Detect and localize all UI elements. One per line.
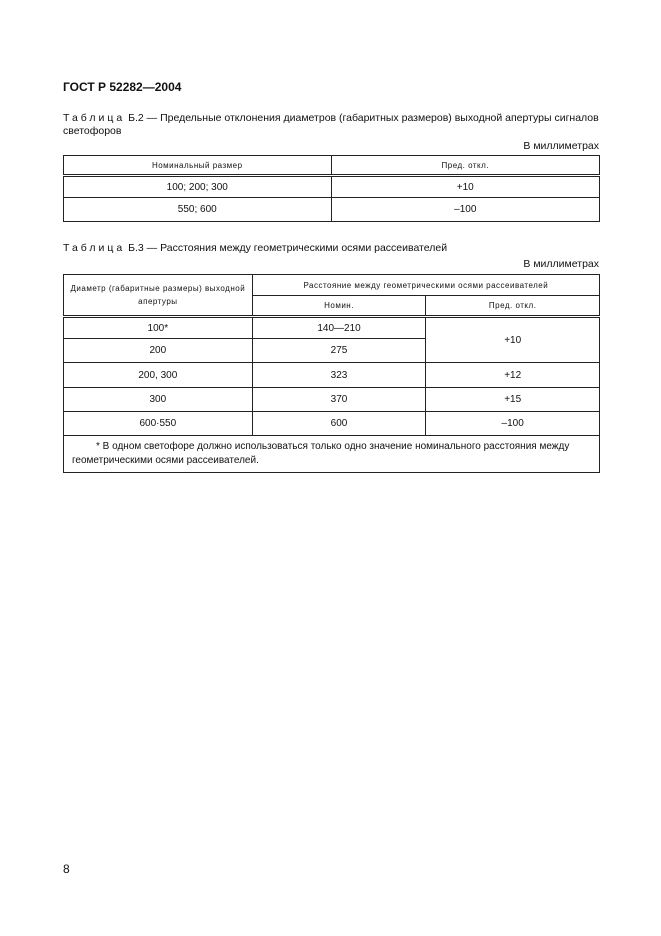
table-b2-units: В миллиметрах [523,140,599,152]
table-cell: +10 [331,176,599,198]
table-b3-header-group: Расстояние между геометрическими осями рассеивателей [252,275,599,296]
table-b2-header-nominal: Номинальный размер [64,156,332,176]
table-cell: 200 [64,339,253,363]
page-number: 8 [63,862,70,876]
table-b3-units: В миллиметрах [523,258,599,270]
table-b3-note-row [64,436,600,473]
table-b3-header-diameter: Диаметр (габаритные размеры) выходной апертуры [64,275,253,317]
table-b2-caption-prefix: Таблица [63,112,126,124]
table-cell-merged-deviation: +10 [426,317,600,363]
table-cell: +12 [426,363,600,388]
table-row [64,317,600,339]
table-cell: 600 [252,412,426,436]
table-cell: 275 [252,339,426,363]
table-row [64,198,600,222]
table-cell: 300 [64,388,253,412]
table-cell: 100* [64,317,253,339]
table-row [64,363,600,388]
table-row [64,176,600,198]
table-row [64,412,600,436]
table-cell: 100; 200; 300 [64,176,332,198]
table-b3-header-deviation: Пред. откл. [426,296,600,317]
table-cell: –100 [331,198,599,222]
table-cell: +15 [426,388,600,412]
table-cell: 323 [252,363,426,388]
table-b3-header-nominal: Номин. [252,296,426,317]
table-b2-header-row [64,156,600,176]
table-b2-caption-text: Б.2 — Предельные отклонения диаметров (габаритных размеров) выходной апертуры сигналов светофоров [63,112,599,137]
table-b2-caption [63,112,601,138]
document-id: ГОСТ Р 52282—2004 [63,80,182,94]
table-b3-caption [63,242,601,255]
table-b3-caption-prefix: Таблица [63,242,126,254]
table-cell: 200, 300 [64,363,253,388]
table-row [64,388,600,412]
table-cell: 550; 600 [64,198,332,222]
table-cell: –100 [426,412,600,436]
table-cell: 600·550 [64,412,253,436]
table-b3 [63,274,600,473]
table-b3-caption-text: Б.3 — Расстояния между геометрическими осями рассеивателей [125,242,448,254]
table-b2-header-deviation: Пред. откл. [331,156,599,176]
table-b2 [63,155,600,222]
table-cell: 140—210 [252,317,426,339]
table-cell: 370 [252,388,426,412]
table-b3-footnote: * В одном светофоре должно использоваться только одно значение номинального расстояния между геометрическими осями рассеивателей. [64,436,600,473]
table-b3-header-row-1 [64,275,600,296]
